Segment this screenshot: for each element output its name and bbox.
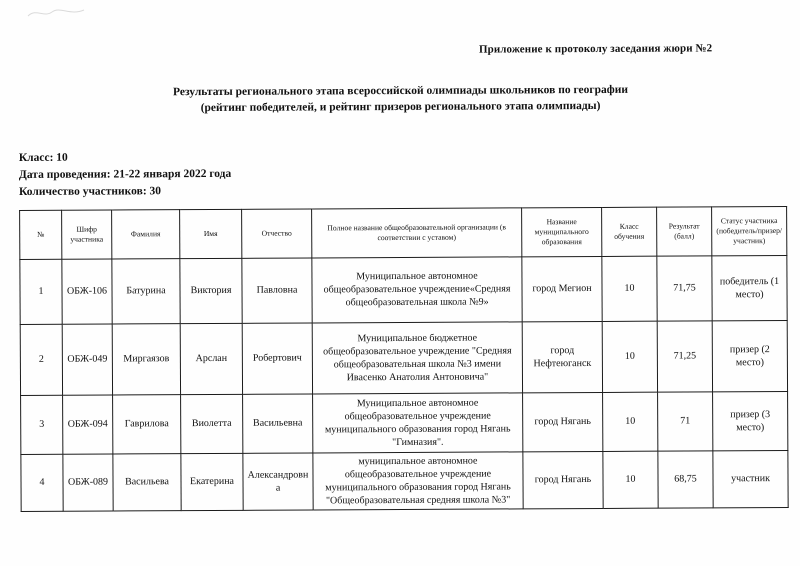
cell-status: призер (2 место)	[712, 320, 787, 391]
results-table-wrap	[19, 206, 788, 512]
cell-status: участник	[713, 450, 788, 507]
cell-patronymic: Павловна	[242, 258, 312, 323]
cell-participant-code: ОБЖ-089	[63, 454, 113, 511]
results-table	[19, 206, 789, 512]
cell-organization: Муниципальное автономное общеобразовательное учреждение«Средняя общеобразовательная школа №9»	[312, 257, 522, 323]
col-header-number: №	[20, 210, 62, 259]
header-row	[20, 206, 787, 259]
cell-lastname: Васильева	[113, 453, 181, 510]
cell-score: 71,75	[657, 256, 712, 321]
date-line: Дата проведения: 21-22 января 2022 года	[18, 167, 232, 181]
cell-organization: Муниципальное бюджетное общеобразовательное учреждение "Средняя общеобразовательная школа №3 имени Ивасенко Анатолия Антоновича"	[312, 322, 522, 394]
col-header-lastname: Фамилия	[112, 210, 180, 259]
document-title-line2: (рейтинг победителей, и рейтинг призеров регионального этапа олимпиады)	[200, 99, 601, 114]
cell-number: 1	[20, 259, 62, 324]
cell-participant-code: ОБЖ-106	[62, 259, 112, 324]
col-header-grade: Класс обучения	[602, 207, 657, 256]
cell-firstname: Виолетта	[181, 394, 243, 453]
cell-municipality: город Нягань	[523, 451, 603, 508]
cell-lastname: Миргаязов	[112, 323, 180, 394]
cell-participant-code: ОБЖ-094	[63, 395, 113, 454]
cell-municipality: город Нягань	[523, 392, 603, 451]
cell-number: 2	[20, 324, 62, 395]
cell-grade: 10	[603, 451, 658, 508]
col-header-patronymic: Отчество	[242, 209, 312, 258]
cell-firstname: Виктория	[180, 258, 242, 323]
cell-number: 4	[21, 454, 63, 511]
class-line: Класс: 10	[18, 151, 68, 165]
cell-status: победитель (1 место)	[712, 255, 787, 320]
cell-lastname: Гаврилова	[113, 394, 181, 453]
col-header-municipality: Название муниципального образования	[522, 207, 602, 256]
annex-note: Приложение к протоколу заседания жюри №2	[478, 42, 713, 56]
cell-grade: 10	[602, 256, 657, 321]
cell-score: 68,75	[658, 451, 713, 508]
col-header-organization: Полное название общеобразовательной организации (в соответствии с уставом)	[312, 208, 522, 258]
cell-municipality: город Мегион	[522, 256, 602, 321]
participants-count-line: Количество участников: 30	[18, 185, 162, 198]
document-title	[0, 82, 800, 117]
cell-grade: 10	[602, 321, 657, 392]
cell-score: 71,25	[657, 321, 712, 392]
cell-firstname: Екатерина	[181, 453, 243, 510]
cell-lastname: Батурина	[112, 259, 180, 324]
cell-firstname: Арслан	[180, 323, 242, 394]
cell-status: призер (3 место)	[713, 391, 788, 450]
cell-participant-code: ОБЖ-049	[62, 324, 112, 395]
cell-score: 71	[658, 392, 713, 451]
table-header	[20, 206, 787, 259]
cell-grade: 10	[603, 392, 658, 451]
document-title-line1: Результаты регионального этапа всероссийской олимпиады школьников по географии	[172, 83, 628, 99]
table-row	[20, 255, 787, 324]
col-header-status: Статус участника (победитель/призер/участник)	[712, 206, 787, 255]
cell-patronymic: Васильевна	[243, 394, 313, 453]
table-body	[20, 255, 788, 511]
cell-municipality: город Нефтеюганск	[522, 321, 602, 392]
cell-patronymic: Александровна	[243, 453, 313, 510]
table-row	[21, 391, 788, 454]
table-row	[21, 450, 788, 511]
col-header-participant-code: Шифр участника	[62, 210, 112, 259]
cell-patronymic: Робертович	[242, 323, 312, 394]
info-block	[19, 147, 800, 200]
cell-number: 3	[21, 395, 63, 454]
table-row	[20, 320, 787, 395]
col-header-score: Результат (балл)	[657, 207, 712, 256]
cell-organization: муниципальное автономное общеобразовательное учреждение муниципального образования город Нягань "Общеобразовательная средняя школа №3"	[313, 452, 523, 510]
col-header-firstname: Имя	[180, 209, 242, 258]
cell-organization: Муниципальное автономное общеобразовательное учреждение муниципального образования город Нягань "Гимназия".	[313, 393, 523, 453]
